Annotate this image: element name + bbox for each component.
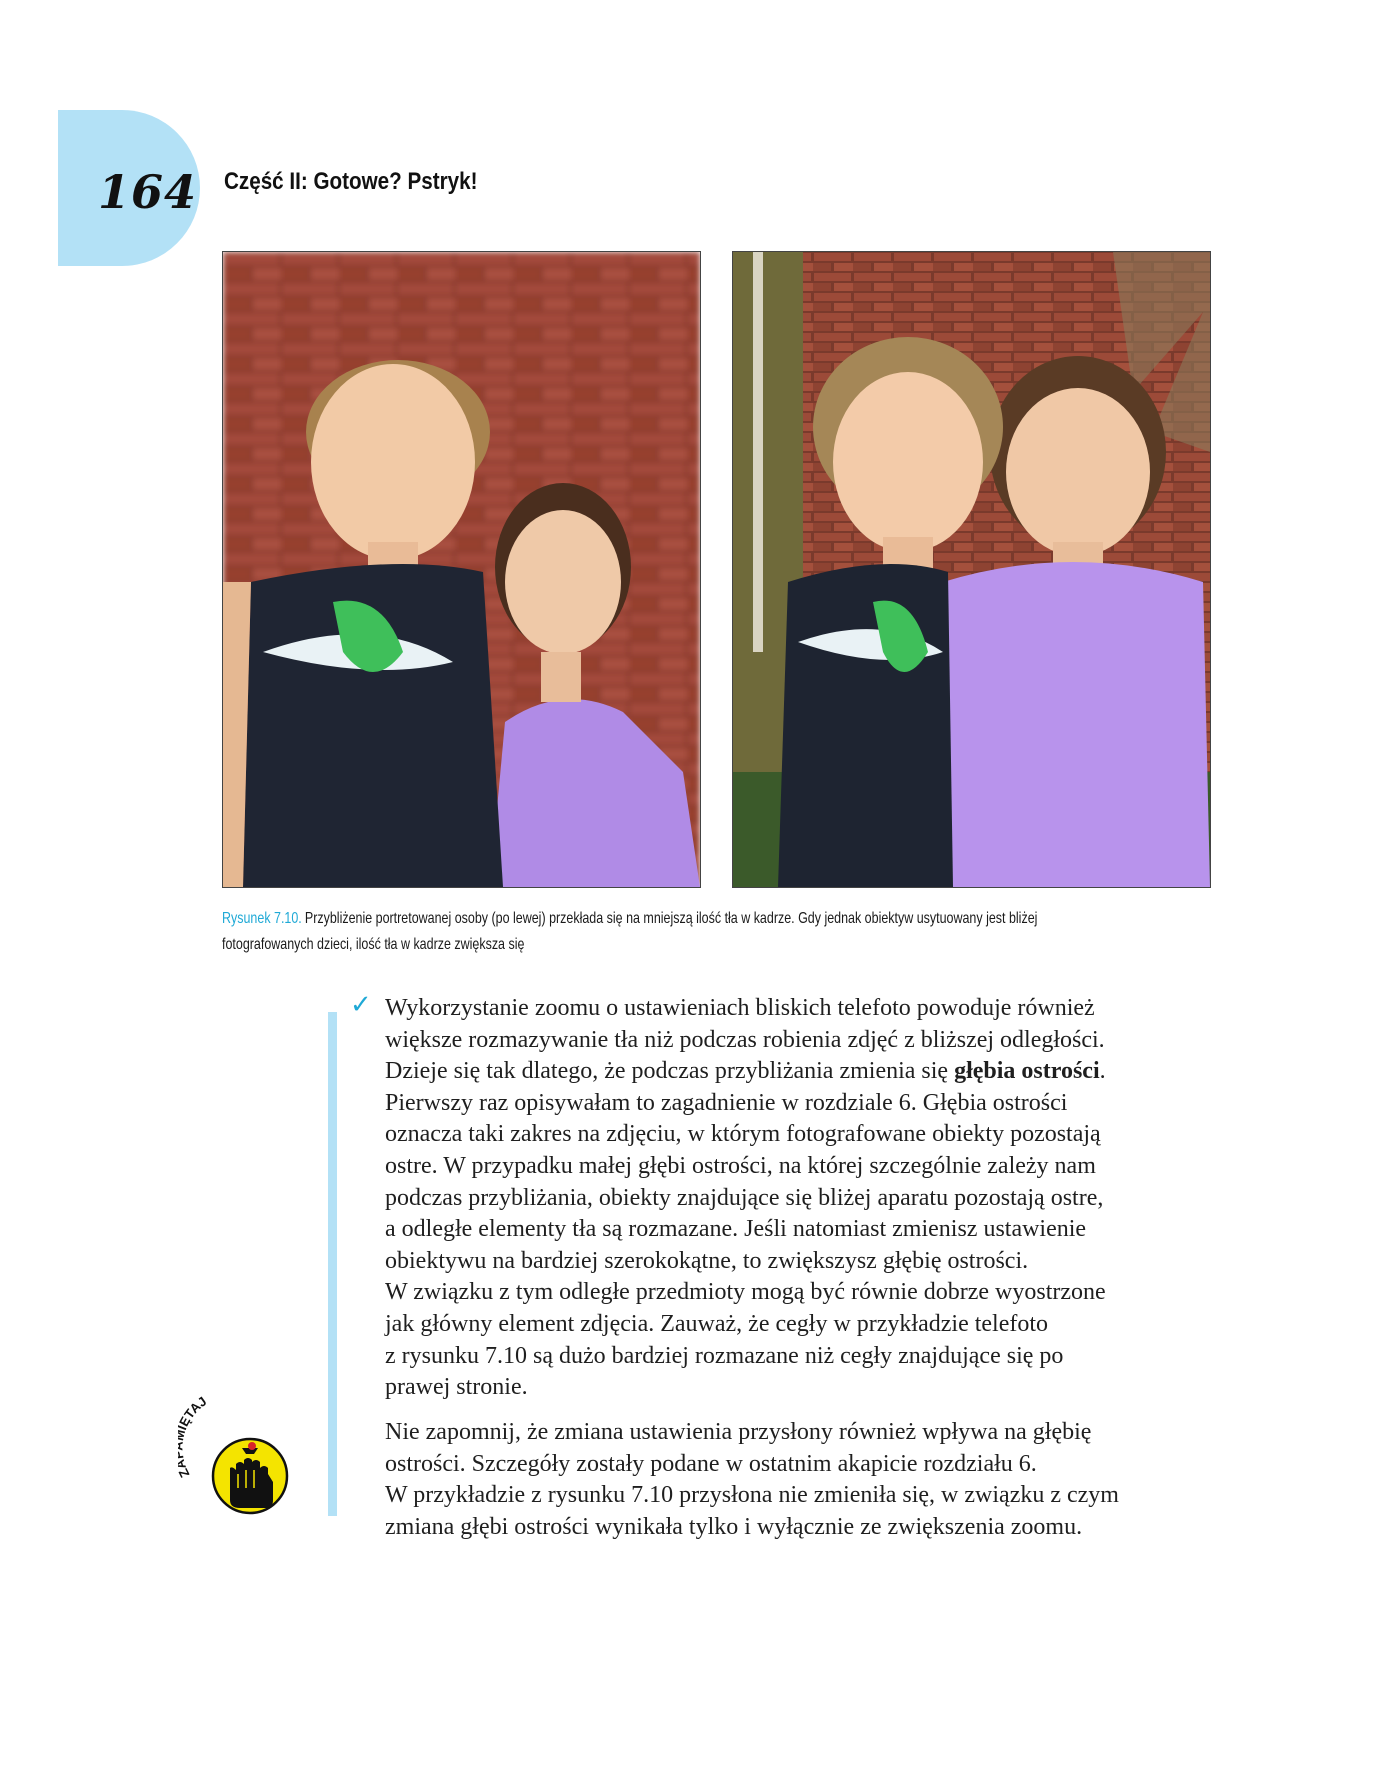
text-line: a odległe elementy tła są rozmazane. Jeśli natomiast zmienisz ustawienie (385, 1216, 1087, 1243)
text-line: jak główny element zdjęcia. Zauważ, że cegły w przykładzie telefoto (385, 1310, 1049, 1337)
text-line: Nie zapomnij, że zmiana ustawienia przysłony również wpływa na głębię (385, 1419, 1092, 1445)
caption-line-1 (222, 906, 1127, 932)
photo-telephoto-image (223, 252, 700, 887)
bold-term: głębia ostrości (954, 1058, 1100, 1085)
figure-label: Rysunek 7.10. (222, 910, 302, 927)
running-head: Część II: Gotowe? Pstryk! (224, 168, 478, 195)
paragraph-1 (385, 993, 1215, 1404)
text-line: z rysunku 7.10 są dużo bardziej rozmazane niż cegły znajdujące się po (385, 1342, 1064, 1369)
text-line: prawej stronie. (385, 1374, 528, 1401)
text-line: W przykładzie z rysunku 7.10 przysłona nie zmieniła się, w związku z czym (385, 1482, 1119, 1509)
text-line: Pierwszy raz opisywałam to zagadnienie w rozdziale 6. Głębia ostrości (385, 1089, 1068, 1116)
text-line: podczas przybliżania, obiekty znajdujące się bliżej aparatu pozostają ostre, (385, 1184, 1104, 1211)
caption-line-2: fotografowanych dzieci, ilość tła w kadrze zwiększa się (222, 936, 525, 953)
text-line: oznacza taki zakres na zdjęciu, w którym fotografowane obiekty pozostają (385, 1121, 1101, 1148)
text-line: ostrości. Szczegóły zostały podane w ostatnim akapicie rozdziału 6. (385, 1450, 1037, 1477)
page-number: 164 (98, 165, 198, 219)
text-line: większe rozmazywanie tła niż podczas robienia zdjęć z bliższej odległości. (385, 1026, 1105, 1053)
text-segment: . (1099, 1058, 1106, 1085)
margin-bar (328, 1012, 337, 1516)
remember-icon-graphic (178, 1396, 302, 1520)
text-line: ostre. W przypadku małej głębi ostrości, na której szczególnie zależy nam (385, 1152, 1096, 1179)
text-segment: Dzieje się tak dlatego, że podczas przybliżania zmienia się (385, 1058, 955, 1085)
text-line: zmiana głębi ostrości wynikała tylko i wyłącznie ze zwiększenia zoomu. (385, 1513, 1083, 1540)
caption-text-1: Przybliżenie portretowanej osoby (po lewej) przekłada się na mniejszą ilość tła w kadrze. Gdy jednak obiektyw usytuowany jest bliżej (304, 910, 1038, 927)
text-line (385, 1056, 1215, 1088)
paragraph-2 (385, 1417, 1215, 1543)
photo-wide-angle (732, 251, 1211, 888)
remember-label-path: TAJ (181, 1396, 210, 1422)
photo-telephoto (222, 251, 701, 888)
remember-hand-icon (178, 1396, 302, 1520)
text-line: W związku z tym odległe przedmioty mogą być równie dobrze wyostrzone (385, 1279, 1106, 1306)
check-icon: ✓ (350, 990, 372, 1020)
figure-caption (222, 906, 1127, 958)
remember-label (178, 1396, 209, 1480)
text-line: Wykorzystanie zoomu o ustawieniach bliskich telefoto powoduje również (385, 995, 1095, 1021)
text-line: obiektywu na bardziej szerokokątne, to zwiększysz głębię ostrości. (385, 1247, 1029, 1274)
photo-wide-angle-image (733, 252, 1210, 887)
